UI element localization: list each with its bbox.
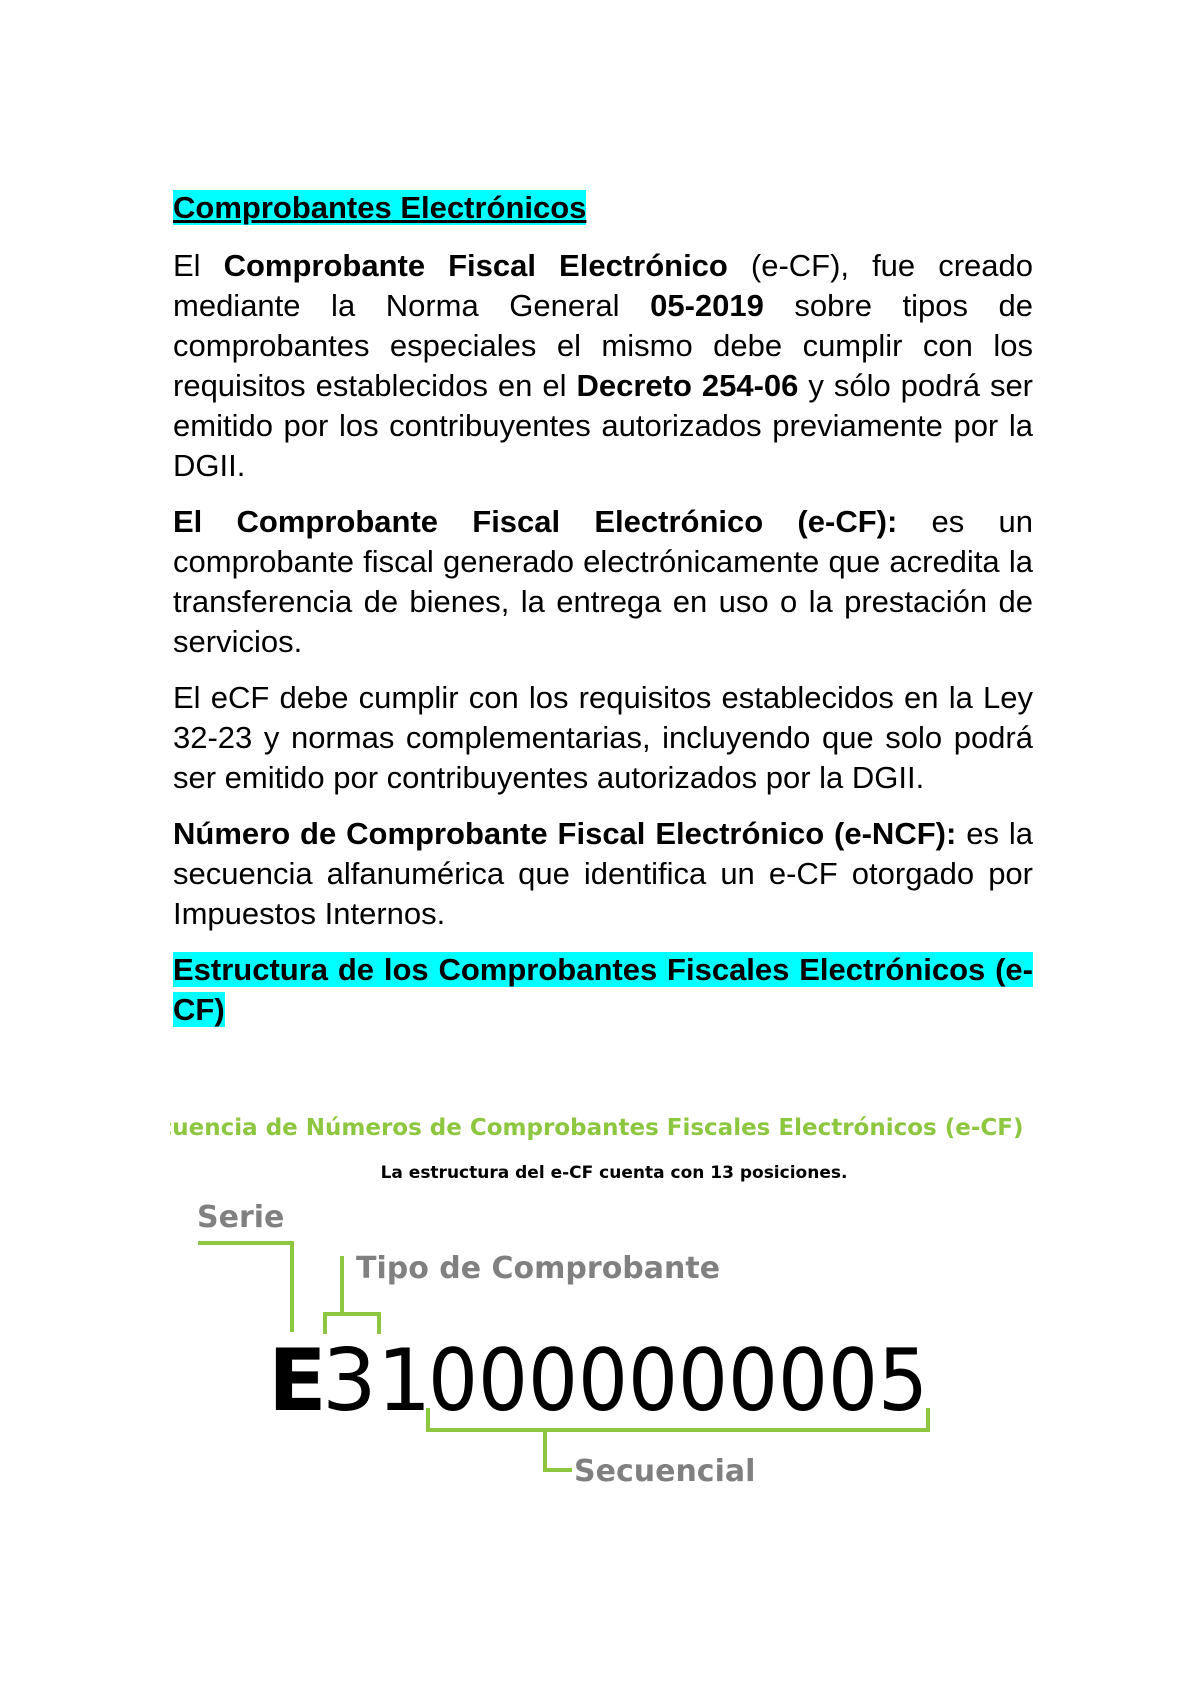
bold-run: El Comprobante Fiscal Electrónico (e-CF): [173,504,898,539]
label-tipo-comprobante: Tipo de Comprobante [356,1251,721,1286]
code-tipo: 31 [322,1331,432,1431]
bracket-secuencial-leader [545,1430,572,1470]
code-secuencial: 0000000005 [428,1331,928,1431]
bold-run: Número de Comprobante Fiscal Electrónico (e-NCF): [173,816,957,851]
heading-highlight: Estructura de los Comprobantes Fiscales Electrónicos (e-CF) [173,952,1033,1027]
ecf-structure-diagram [170,1108,1030,1528]
diagram-title: Secuencia de Números de Comprobantes Fiscales Electrónicos (e-CF) [170,1115,1024,1141]
label-secuencial: Secuencial [574,1454,756,1489]
code-serie: E [268,1331,327,1431]
text-run: es un comprobante fiscal generado electrónicamente que acredita la transferencia de bienes, la entrega en uso o la prestación de servicios. [173,504,1033,659]
heading-highlight: Comprobantes Electrónicos [173,190,587,225]
heading-comprobantes-electronicos [173,188,1033,228]
bracket-serie [198,1243,292,1332]
diagram-subtitle: La estructura del e-CF cuenta con 13 posiciones. [380,1163,848,1183]
bold-run: Comprobante Fiscal Electrónico [223,248,728,283]
text-run: El [173,248,224,283]
paragraph-requisitos: El eCF debe cumplir con los requisitos establecidos en la Ley 32-23 y normas complementarias, incluyendo que solo podrá ser emitido por contribuyentes autorizados por la DGII. [173,680,1033,795]
document-page [173,188,1033,1046]
text-run: y sólo podrá ser emitido por los contribuyentes autorizados previamente por la DGII. [173,368,1034,483]
bold-run: 05-2019 [650,288,764,323]
paragraph-definition-encf [173,814,1033,934]
text-run: es la secuencia alfanumérica que identifica un e-CF otorgado por Impuestos Internos. [173,816,1033,931]
paragraph-definition-ecf [173,502,1033,662]
paragraph-intro [173,246,1033,486]
diagram-svg [170,1108,1030,1528]
text-run: sobre tipos de comprobantes especiales el mismo debe cumplir con los requisitos establecidos en el [173,288,1033,403]
text-run: (e-CF), fue creado mediante la Norma General [173,248,1033,323]
heading-estructura [173,950,1033,1030]
bold-run: Decreto 254-06 [576,368,799,403]
label-serie: Serie [197,1200,285,1235]
